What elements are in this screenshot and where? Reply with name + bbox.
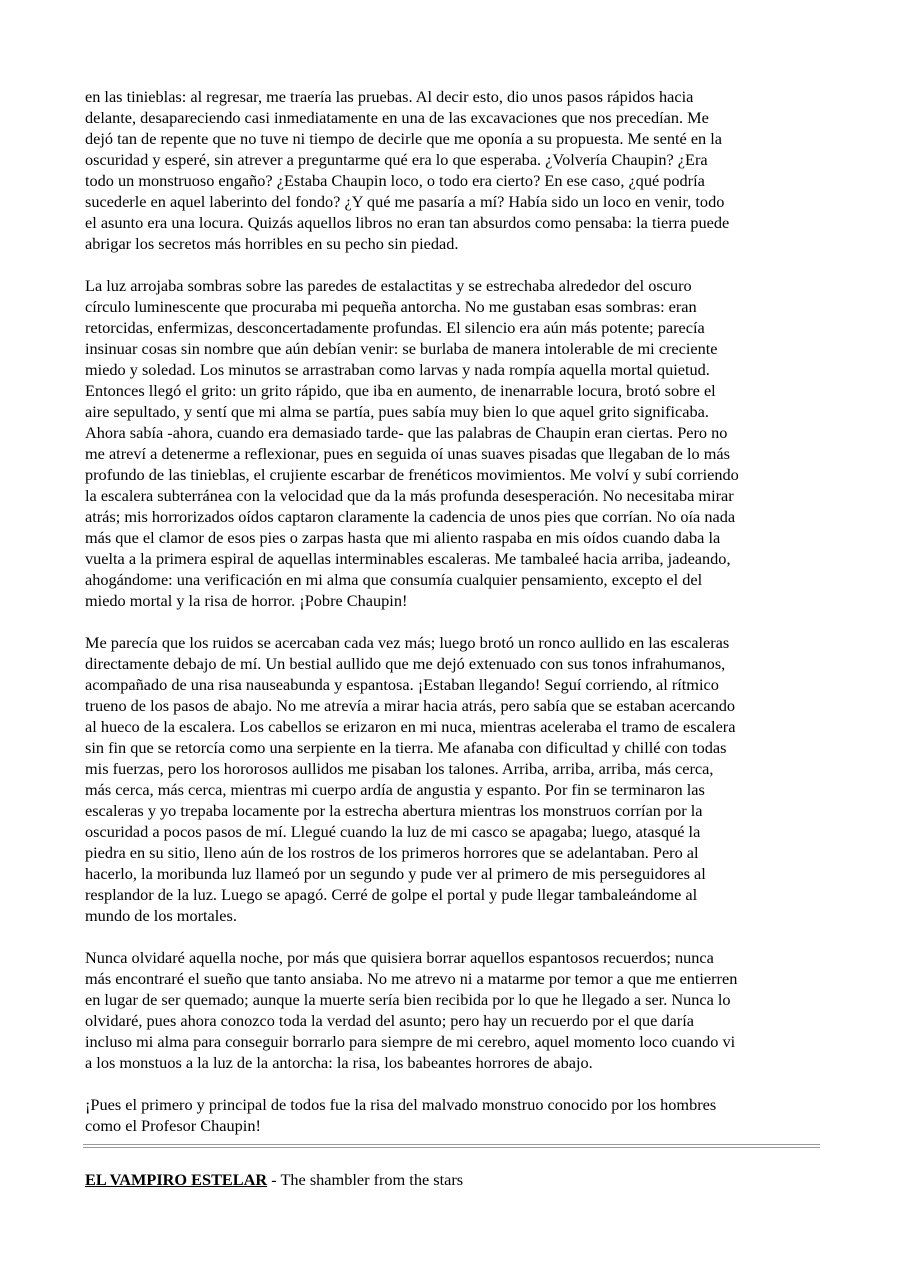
paragraph xyxy=(85,632,825,926)
horizontal-rule xyxy=(83,1144,820,1148)
text-line: ¡Pues el primero y principal de todos fue la risa del malvado monstruo conocido por los hombres xyxy=(85,1095,717,1114)
text-line: mundo de los mortales. xyxy=(85,906,237,925)
text-line: miedo y soledad. Los minutos se arrastraban como larvas y nada rompía aquella mortal quietud. xyxy=(85,360,710,379)
text-line: La luz arrojaba sombras sobre las paredes de estalactitas y se estrechaba alrededor del oscuro xyxy=(85,276,692,295)
text-line: vuelta a la primera espiral de aquellas interminables escaleras. Me tambaleé hacia arriba, jadeando, xyxy=(85,549,731,568)
text-line: olvidaré, pues ahora conozco toda la verdad del asunto; pero hay un recuerdo por el que daría xyxy=(85,1011,694,1030)
text-line: sin fin que se retorcía como una serpiente en la tierra. Me afanaba con dificultad y chillé con todas xyxy=(85,738,727,757)
text-line: escaleras y yo trepaba locamente por la estrecha abertura mientras los monstruos corrían por la xyxy=(85,801,703,820)
text-line: me atreví a detenerme a reflexionar, pues en seguida oí unas suaves pisadas que llegaban de lo más xyxy=(85,444,730,463)
text-line: directamente debajo de mí. Un bestial aullido que me dejó extenuado con sus tonos infrahumanos, xyxy=(85,654,726,673)
text-line: todo un monstruoso engaño? ¿Estaba Chaupin loco, o todo era cierto? En ese caso, ¿qué podría xyxy=(85,171,705,190)
text-line: al hueco de la escalera. Los cabellos se erizaron en mi nuca, mientras aceleraba el tramo de escalera xyxy=(85,717,736,736)
text-line: delante, desapareciendo casi inmediatamente en una de las excavaciones que nos precedían. Me xyxy=(85,108,709,127)
text-line: más cerca, más cerca, mientras mi cuerpo ardía de angustia y espanto. Por fin se terminaron las xyxy=(85,780,705,799)
text-line: atrás; mis horrorizados oídos captaron claramente la cadencia de unos pies que corrían. No oía nada xyxy=(85,507,736,526)
text-line: profundo de las tinieblas, el crujiente escarbar de frenéticos movimientos. Me volví y subí corriendo xyxy=(85,465,739,484)
text-line: más encontraré el sueño que tanto ansiaba. No me atrevo ni a matarme por temor a que me entierren xyxy=(85,969,738,988)
text-line: ahogándome: una verificación en mi alma que consumía cualquier pensamiento, excepto el del xyxy=(85,570,703,589)
text-line: trueno de los pasos de abajo. No me atrevía a mirar hacia atrás, pero sabía que se estaban acercando xyxy=(85,696,736,715)
text-line: a los monstuos a la luz de la antorcha: la risa, los babeantes horrores de abajo. xyxy=(85,1053,593,1072)
paragraph xyxy=(85,275,825,611)
paragraph xyxy=(85,947,825,1073)
text-line: Entonces llegó el grito: un grito rápido, que iba en aumento, de inenarrable locura, brotó sobre el xyxy=(85,381,716,400)
text-line: oscuridad y esperé, sin atrever a preguntarme qué era lo que esperaba. ¿Volvería Chaupin? ¿Era xyxy=(85,150,708,169)
text-line: como el Profesor Chaupin! xyxy=(85,1116,261,1135)
text-line: resplandor de la luz. Luego se apagó. Cerré de golpe el portal y pude llegar tambaleándome al xyxy=(85,885,698,904)
text-line: incluso mi alma para conseguir borrarlo para siempre de mi cerebro, aquel momento loco cuando vi xyxy=(85,1032,736,1051)
text-line: piedra en su sitio, lleno aún de los rostros de los primeros horrores que se adelantaban. Pero al xyxy=(85,843,699,862)
text-line: insinuar cosas sin nombre que aún debían venir: se burlaba de manera intolerable de mi creciente xyxy=(85,339,718,358)
paragraph xyxy=(85,1094,825,1136)
text-line: en las tinieblas: al regresar, me traería las pruebas. Al decir esto, dio unos pasos rápidos hacia xyxy=(85,87,694,106)
text-line: retorcidas, enfermizas, desconcertadamente profundas. El silencio era aún más potente; parecía xyxy=(85,318,705,337)
document-body xyxy=(85,86,825,1157)
text-line: círculo luminescente que procuraba mi pequeña antorcha. No me gustaban esas sombras: eran xyxy=(85,297,697,316)
text-line: más que el clamor de esos pies o zarpas hasta que mi aliento raspaba en mis oídos cuando daba la xyxy=(85,528,721,547)
next-story-heading xyxy=(85,1169,463,1190)
text-line: oscuridad a pocos pasos de mí. Llegué cuando la luz de mi casco se apagaba; luego, atasqué la xyxy=(85,822,701,841)
text-line: en lugar de ser quemado; aunque la muerte sería bien recibida por lo que he llegado a ser. Nunca lo xyxy=(85,990,731,1009)
next-story-title[interactable]: EL VAMPIRO ESTELAR xyxy=(85,1170,268,1189)
text-line: abrigar los secretos más horribles en su pecho sin piedad. xyxy=(85,234,459,253)
text-line: dejó tan de repente que no tuve ni tiempo de decirle que me oponía a su propuesta. Me senté en la xyxy=(85,129,723,148)
text-line: sucederle en aquel laberinto del fondo? ¿Y qué me pasaría a mí? Había sido un loco en venir, todo xyxy=(85,192,725,211)
text-line: hacerlo, la moribunda luz llameó por un segundo y pude ver al primero de mis perseguidores al xyxy=(85,864,706,883)
text-line: acompañado de una risa nauseabunda y espantosa. ¡Estaban llegando! Seguí corriendo, al rítmico xyxy=(85,675,719,694)
text-line: Me parecía que los ruidos se acercaban cada vez más; luego brotó un ronco aullido en las escaleras xyxy=(85,633,730,652)
paragraph xyxy=(85,86,825,254)
next-story-subtitle: - The shambler from the stars xyxy=(267,1170,464,1189)
text-line: aire sepultado, y sentí que mi alma se partía, pues sabía muy bien lo que aquel grito significaba. xyxy=(85,402,709,421)
text-line: miedo mortal y la risa de horror. ¡Pobre Chaupin! xyxy=(85,591,408,610)
text-line: mis fuerzas, pero los hororosos aullidos me pisaban los talones. Arriba, arriba, arriba, más cerca, xyxy=(85,759,714,778)
text-line: Nunca olvidaré aquella noche, por más que quisiera borrar aquellos espantosos recuerdos; nunca xyxy=(85,948,714,967)
text-line: Ahora sabía -ahora, cuando era demasiado tarde- que las palabras de Chaupin eran ciertas. Pero no xyxy=(85,423,728,442)
text-line: el asunto era una locura. Quizás aquellos libros no eran tan absurdos como pensaba: la tierra puede xyxy=(85,213,730,232)
text-line: la escalera subterránea con la velocidad que da la más profunda desesperación. No necesitaba mirar xyxy=(85,486,734,505)
